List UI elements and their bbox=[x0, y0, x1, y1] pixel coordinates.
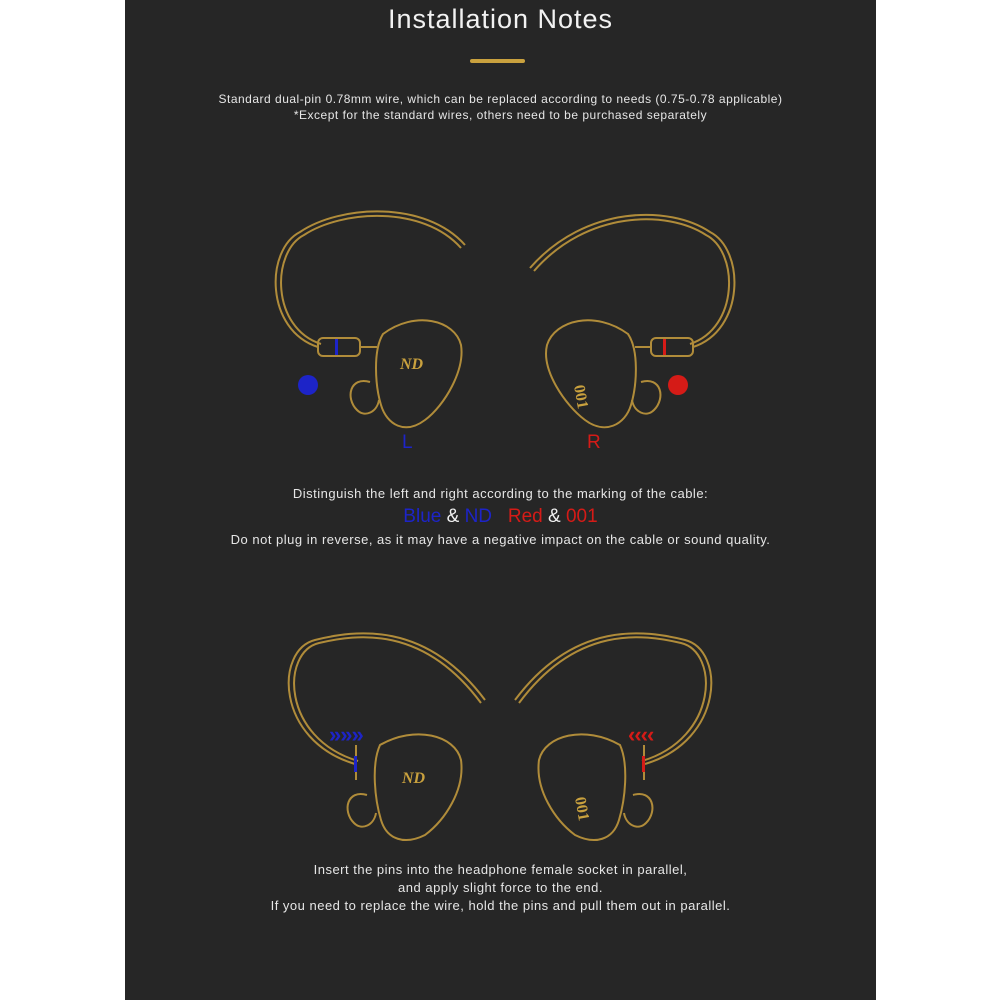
right-earpiece-2 bbox=[538, 734, 625, 840]
marking-line bbox=[125, 506, 876, 528]
left-cable-1 bbox=[276, 211, 465, 347]
marking-amp-2: & bbox=[548, 506, 561, 527]
marking-nd: ND bbox=[464, 506, 493, 527]
insert-line-1: Insert the pins into the headphone female socket in parallel, bbox=[313, 862, 688, 877]
right-logo-2: 001 bbox=[571, 795, 592, 823]
intro-line-1: Standard dual-pin 0.78mm wire, which can be replaced according to needs (0.75-0.78 applicable) bbox=[218, 92, 783, 106]
left-blue-stripe-1 bbox=[335, 339, 338, 355]
marking-amp-1: & bbox=[446, 506, 460, 527]
right-connector-1 bbox=[651, 338, 693, 356]
insert-line-3: If you need to replace the wire, hold the pins and pull them out in parallel. bbox=[270, 898, 731, 913]
insert-line-2: and apply slight force to the end. bbox=[398, 880, 603, 895]
distinguish-line-3: Do not plug in reverse, as it may have a negative impact on the cable or sound quality. bbox=[230, 532, 771, 547]
right-cable-2 bbox=[515, 633, 711, 764]
right-red-stripe-1 bbox=[663, 339, 666, 355]
right-label: R bbox=[587, 432, 601, 453]
marking-red: Red bbox=[507, 506, 543, 527]
right-logo-1: 001 bbox=[570, 383, 591, 411]
right-red-dot bbox=[668, 375, 688, 395]
marking-001: 001 bbox=[565, 506, 598, 527]
left-label: L bbox=[402, 432, 413, 453]
left-logo-1: ND bbox=[400, 356, 424, 373]
right-insert-arrows: ‹‹‹‹ bbox=[628, 722, 654, 747]
distinguish-line-1: Distinguish the left and right according to the marking of the cable: bbox=[292, 486, 709, 501]
left-insert-arrows: »»» bbox=[329, 722, 363, 747]
left-connector-1 bbox=[318, 338, 360, 356]
right-red-stripe-2 bbox=[642, 756, 645, 772]
left-logo-2: ND bbox=[402, 770, 426, 787]
marking-blue: Blue bbox=[403, 506, 442, 527]
right-earpiece-1 bbox=[546, 320, 636, 427]
intro-line-2: *Except for the standard wires, others need to be purchased separately bbox=[293, 108, 708, 122]
left-blue-dot bbox=[298, 375, 318, 395]
installation-panel bbox=[125, 0, 876, 1000]
left-cable-2 bbox=[289, 633, 485, 764]
page-title: Installation Notes bbox=[387, 4, 614, 34]
left-blue-stripe-2 bbox=[354, 756, 357, 772]
